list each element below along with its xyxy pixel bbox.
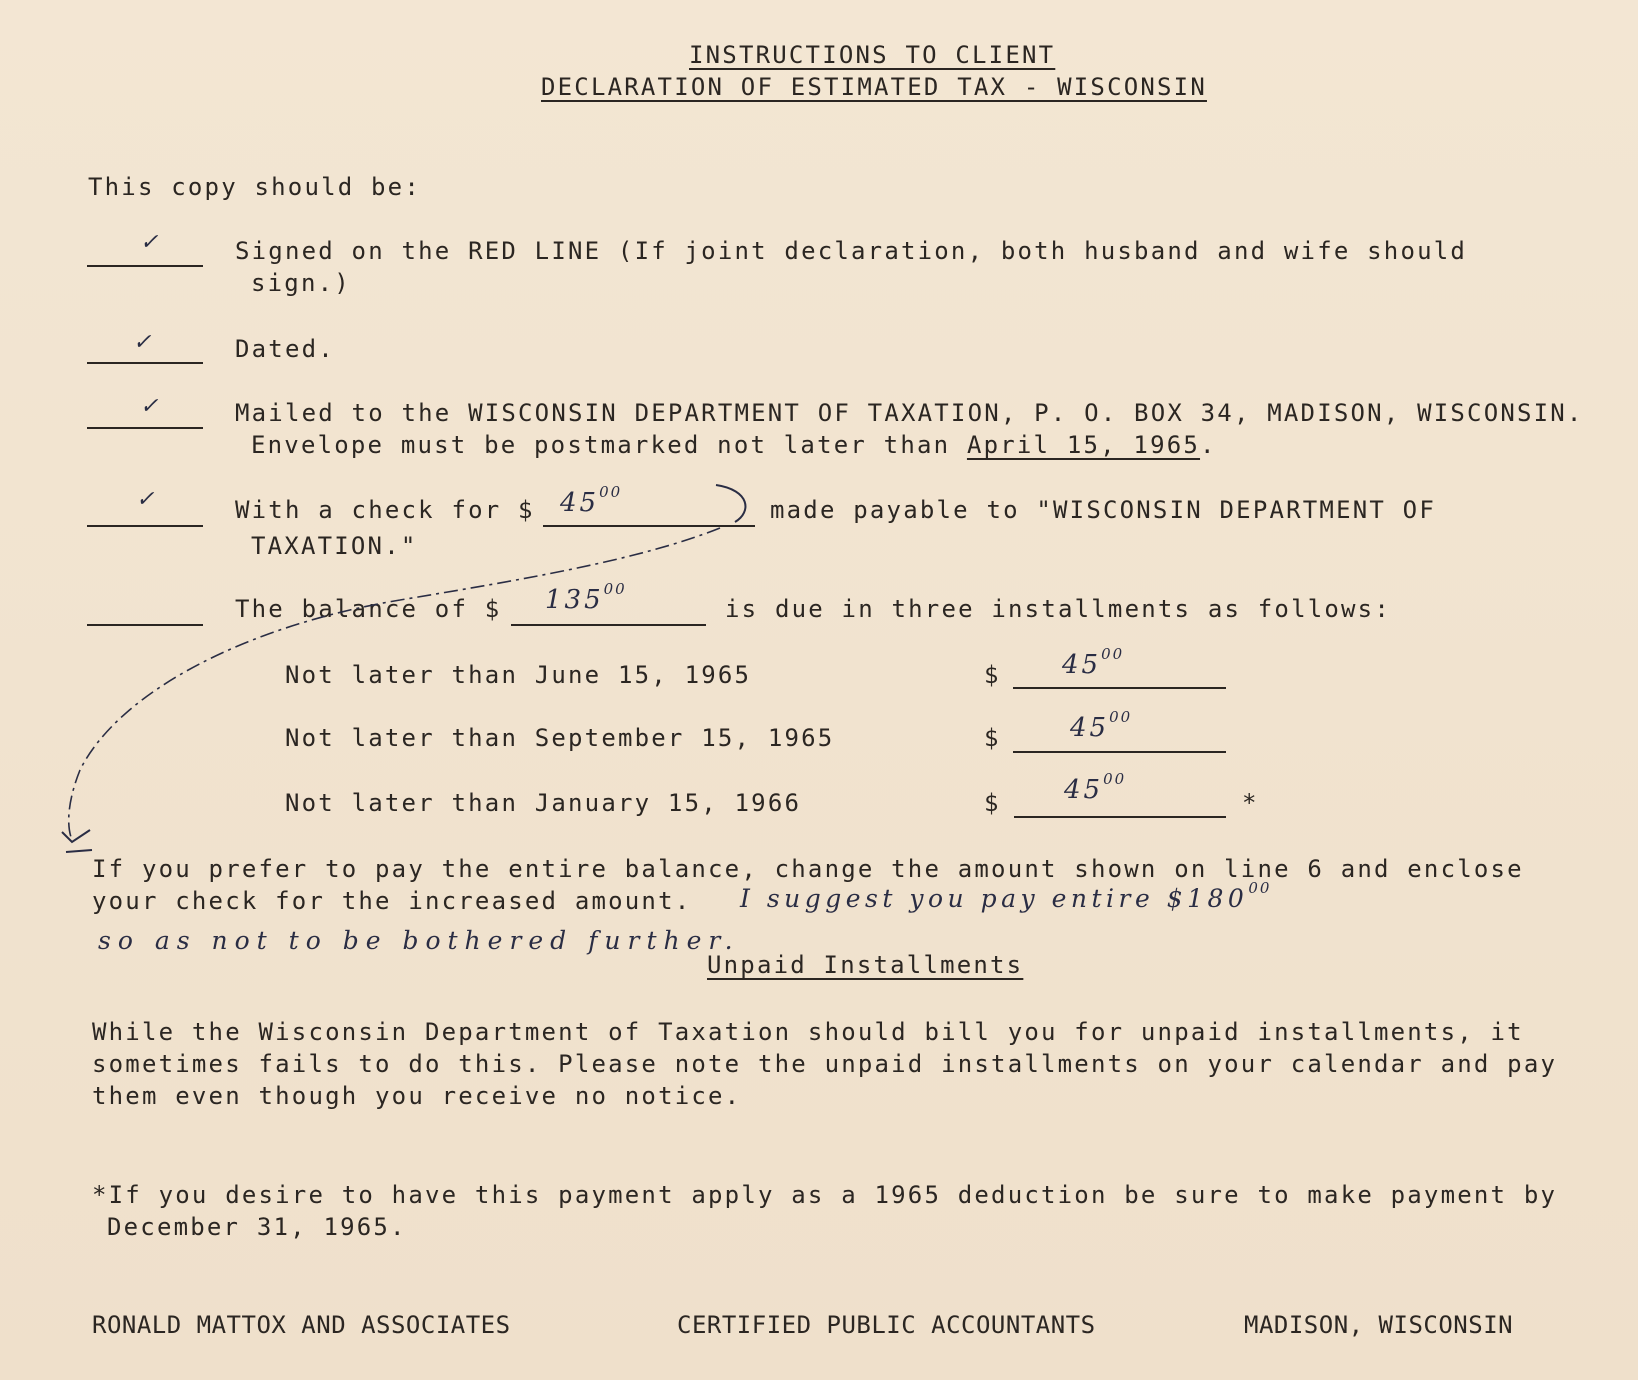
- intro-text: This copy should be:: [88, 173, 421, 201]
- check-amount-line: [543, 525, 755, 527]
- installment-3-currency: $: [984, 789, 1001, 817]
- installment-3-footnote-mark: *: [1242, 789, 1259, 817]
- mailed-instruction-line-2: [251, 430, 1217, 460]
- handwritten-note-line-2: so as not to be bothered further.: [98, 926, 740, 955]
- check-instruction-suffix: made payable to "WISCONSIN DEPARTMENT OF: [770, 496, 1436, 524]
- balance-instruction-prefix: The balance of $: [235, 595, 502, 623]
- mailed-period: .: [1200, 431, 1217, 459]
- footer-profession: CERTIFIED PUBLIC ACCOUNTANTS: [677, 1311, 1096, 1339]
- handwritten-note-line-1: [740, 879, 1272, 913]
- tick-mark-dated: ✓: [133, 330, 155, 355]
- title-line-2: DECLARATION OF ESTIMATED TAX - WISCONSIN: [541, 73, 1207, 101]
- mailed-instruction-line-1: Mailed to the WISCONSIN DEPARTMENT OF TAXATION, P. O. BOX 34, MADISON, WISCONSIN.: [235, 399, 1584, 427]
- tick-mark-mailed: ✓: [140, 394, 162, 419]
- installment-3-label: Not later than January 15, 1966: [285, 789, 802, 817]
- installment-1-amount: 45: [1062, 650, 1102, 680]
- installment-1-label: Not later than June 15, 1965: [285, 661, 752, 689]
- balance-instruction-suffix: is due in three installments as follows:: [725, 595, 1391, 623]
- installment-1-amount-line: [1013, 687, 1226, 689]
- checkbox-line-signed: [87, 265, 203, 267]
- tick-mark-signed: ✓: [140, 230, 162, 255]
- check-amount-value: 45: [560, 488, 600, 518]
- dated-instruction: Dated.: [235, 335, 335, 363]
- signed-instruction-line-1: Signed on the RED LINE (If joint declaration, both husband and wife should: [235, 237, 1468, 265]
- check-amount-cents: 00: [599, 483, 623, 501]
- unpaid-line-1: While the Wisconsin Department of Taxation should bill you for unpaid installments, it: [92, 1018, 1524, 1046]
- installment-2-amount-line: [1013, 751, 1226, 753]
- checkbox-line-check: [87, 525, 203, 527]
- installment-3-handwritten-amount: [1064, 770, 1127, 805]
- installment-2-currency: $: [984, 724, 1001, 752]
- installment-2-amount: 45: [1070, 713, 1110, 743]
- installment-3-amount-line: [1014, 816, 1226, 818]
- title-line-1: INSTRUCTIONS TO CLIENT: [689, 41, 1056, 69]
- signed-instruction-line-2: sign.): [251, 269, 351, 297]
- checkbox-line-mailed: [87, 427, 203, 429]
- check-instruction-prefix: With a check for $: [235, 496, 535, 524]
- balance-amount-line: [511, 624, 706, 626]
- balance-amount-cents: 00: [603, 580, 627, 598]
- installment-3-cents: 00: [1103, 770, 1127, 788]
- checkbox-line-dated: [87, 362, 203, 364]
- balance-amount-value: 135: [545, 585, 604, 615]
- installment-2-label: Not later than September 15, 1965: [285, 724, 835, 752]
- installment-1-currency: $: [984, 661, 1001, 689]
- unpaid-line-2: sometimes fails to do this. Please note the unpaid installments on your calendar and pay: [92, 1050, 1558, 1078]
- handwritten-check-amount: [560, 483, 623, 518]
- tick-mark-check: ✓: [136, 487, 158, 512]
- installment-2-handwritten-amount: [1070, 708, 1133, 743]
- unpaid-line-3: them even though you receive no notice.: [92, 1082, 742, 1110]
- unpaid-heading: Unpaid Installments: [707, 951, 1024, 979]
- handwritten-balance-amount: [545, 580, 627, 615]
- postmark-deadline-date: April 15, 1965: [966, 431, 1201, 459]
- footer-firm-name: RONALD MATTOX AND ASSOCIATES: [92, 1311, 511, 1339]
- prefer-line-2: your check for the increased amount.: [92, 887, 692, 915]
- footer-city: MADISON, WISCONSIN: [1244, 1311, 1514, 1339]
- installment-2-cents: 00: [1109, 708, 1133, 726]
- installment-3-amount: 45: [1064, 775, 1104, 805]
- note-line-1-cents: 00: [1248, 879, 1272, 897]
- footnote-line-1: *If you desire to have this payment apply as a 1965 deduction be sure to make payment by: [92, 1181, 1558, 1209]
- installment-1-cents: 00: [1101, 645, 1125, 663]
- installment-1-handwritten-amount: [1062, 645, 1125, 680]
- note-line-1-text: I suggest you pay entire $180: [740, 884, 1249, 913]
- footnote-line-2: December 31, 1965.: [107, 1213, 407, 1241]
- check-instruction-line-2: TAXATION.": [251, 532, 418, 560]
- checkbox-line-balance: [87, 624, 203, 626]
- prefer-line-1: If you prefer to pay the entire balance, change the amount shown on line 6 and enclose: [92, 855, 1524, 883]
- mailed-line-2-prefix: Envelope must be postmarked not later than: [251, 431, 951, 459]
